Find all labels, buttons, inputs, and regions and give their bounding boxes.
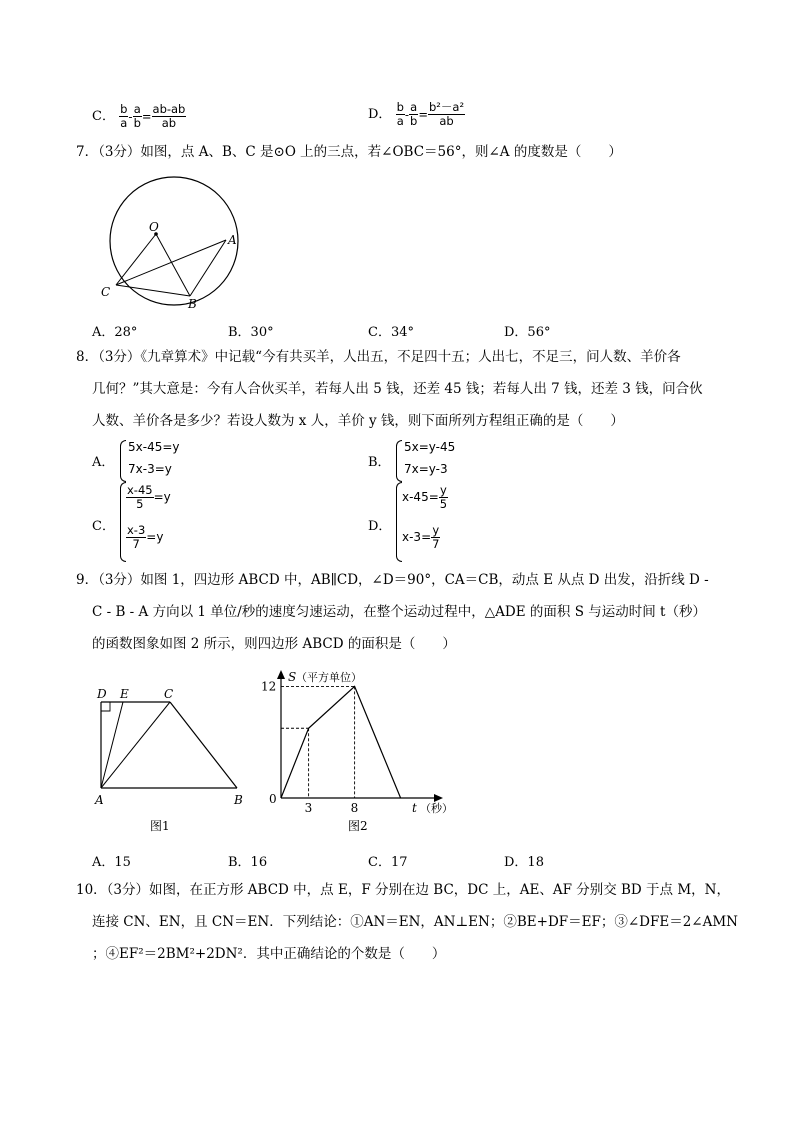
graph-axes [277,670,443,802]
x-label-var: t [412,801,417,815]
q7-circle-figure [86,176,266,308]
label-a: A [228,233,237,247]
q6d-frac-3: $\frac{\text{b²－a²}}{ab}$ [429,100,465,128]
label-e: E [120,687,129,701]
label-c: C [101,285,111,299]
q9-option-a: A．15 [92,855,131,870]
q8-line-3: 人数、羊价各是多少？若设人数为 x 人，羊价 y 钱，则下面所列方程组正确的是（ ） [92,413,624,429]
y-tick-12: 12 [261,679,277,694]
q8a-brace [120,440,126,482]
q8-line-1: 8．（3分）《九章算术》中记载“今有共买羊，人出五，不足四十五；人出七，不足三，问人数、羊价各 [76,349,681,365]
figure-2-caption: 图2 [348,819,368,833]
q7-option-a: A．28° [92,325,138,340]
q6d-frac-2: $\frac{a}{b}$ [410,100,418,128]
label-b: B [234,793,243,807]
figure-1-caption: 图1 [150,819,170,833]
q6c-frac-2: $\frac{a}{b}$ [133,102,141,130]
x-label-unit: （秒） [420,802,453,815]
q8-option-c-label: C． [92,519,115,534]
q8-line-2: 几何？”其大意是：今有人合伙买羊，若每人出 5 钱，还差 45 钱；若每人出 7 钱，还差 3 钱，问合伙 [92,381,703,397]
x-tick-8: 8 [350,801,359,815]
segment-ob [156,234,190,296]
label-b: B [188,297,197,308]
segment-ca [116,240,226,285]
segment-cb [116,285,190,296]
q8-option-a-label: A． [92,455,115,470]
q9-option-d: D．18 [504,855,544,870]
label-o: O [149,220,159,234]
q9-line-2: C - B - A 方向以 1 单位/秒的速度匀速运动，在整个运动过程中，△ADE 的面积 S 与运动时间 t（秒） [92,604,706,620]
side-cb [170,702,237,788]
segment-ba [190,240,226,296]
q7-option-d: D．56° [504,325,551,340]
q8-option-b-label: B． [368,455,391,470]
q6-option-c: C． $\frac{b}{a}$ - $\frac{a}{b}$ = $\frac{ab-ab}{ab}$ [92,102,186,130]
q10-line-3: ；④EF²＝2BM²+2DN²．其中正确结论的个数是（ ） [92,946,446,962]
q9-figure-2 [256,664,466,840]
y-label-var: S [288,670,297,684]
q6c-frac-1: $\frac{b}{a}$ [120,102,128,130]
q9-figure-1 [92,680,262,840]
q7-option-b: B．30° [228,325,274,340]
q6-option-d: D． $\frac{b}{a}$ - $\frac{a}{b}$ = $\frac{\text{b²－a²}}{ab}$ [368,100,465,128]
q9-option-b: B．16 [228,855,268,870]
guide-lines [281,686,355,798]
area-time-polyline [281,686,401,798]
y-axis-arrow [277,670,285,679]
q7-option-c: C．34° [368,325,414,340]
q9-line-1: 9．（3分）如图 1，四边形 ABCD 中，AB∥CD，∠D＝90°，CA＝CB，动点 E 从点 D 出发，沿折线 D - [76,572,709,588]
segment-ac [101,702,170,788]
q10-line-1: 10．（3分）如图，在正方形 ABCD 中，点 E，F 分别在边 BC，DC 上，AE、AF 分别交 BD 于点 M，N， [76,882,730,898]
q7-stem: 7．（3分）如图，点 A、B、C 是⊙O 上的三点，若∠OBC＝56°，则∠A 的度数是（ ） [76,144,622,160]
label-a: A [95,793,104,807]
y-label-unit: （平方单位） [296,671,362,684]
q6d-frac-1: $\frac{b}{a}$ [396,100,404,128]
q9-option-c: C．17 [368,855,408,870]
segment-ae [101,702,123,788]
label-d: D [97,687,107,701]
q10-line-2: 连接 CN、EN，且 CN＝EN．下列结论：①AN＝EN，AN⊥EN；②BE+DF＝EF；③∠DFE＝2∠AMN [92,914,738,930]
x-axis-arrow [434,794,443,802]
right-angle-mark [101,702,110,711]
q8b-brace [396,440,402,482]
x-tick-3: 3 [304,801,313,815]
q8-option-d-label: D． [368,519,392,534]
q6c-frac-3: $\frac{ab-ab}{ab}$ [152,102,186,130]
label-c: C [164,687,174,701]
q9-line-3: 的函数图象如图 2 所示，则四边形 ABCD 的面积是（ ） [92,636,456,652]
circle-o [110,177,238,305]
origin-label: 0 [269,792,277,806]
